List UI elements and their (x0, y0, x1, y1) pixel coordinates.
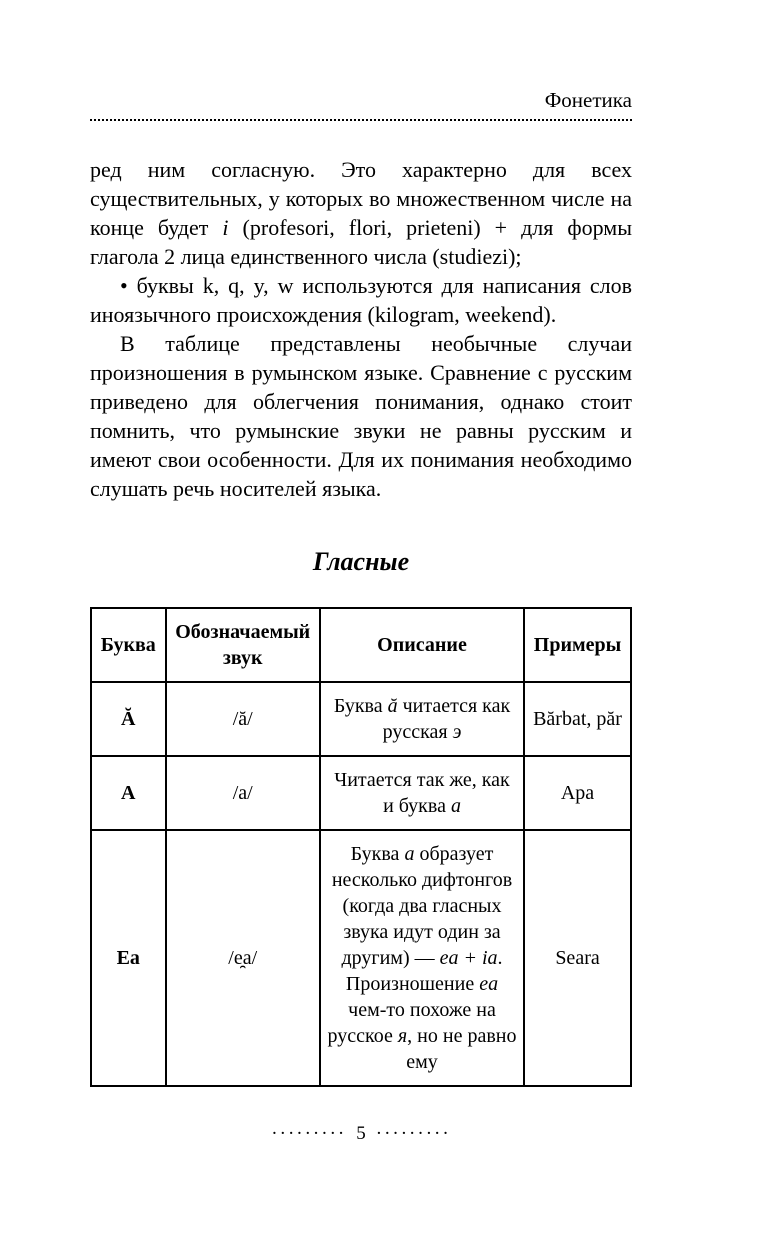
sound-cell: /a/ (166, 756, 320, 830)
column-header: Примеры (524, 608, 631, 682)
table-row (91, 756, 631, 830)
letter-cell: Ă (91, 682, 166, 756)
paragraph: ред ним согласную. Это характерно для всех существительных, у которых во множественном числе на конце будет i (profesori, flori, prieteni) + для формы глагола 2 лица единственного числа (studiezi); (90, 157, 632, 269)
footer-dots-left: ········· (271, 1123, 347, 1144)
running-header: Фонетика (544, 88, 632, 112)
footer-dots-right: ········· (375, 1123, 451, 1144)
page-footer (90, 1123, 632, 1145)
header-rule (90, 119, 632, 121)
paragraph: • буквы k, q, y, w используются для написания слов иноязычного происхождения (kilogram, weekend). (90, 273, 632, 327)
page-number: 5 (356, 1123, 366, 1144)
table-row (91, 682, 631, 756)
section-title: Гласные (312, 547, 410, 576)
column-header: Буква (91, 608, 166, 682)
column-header: Обозначаемый звук (166, 608, 320, 682)
description-cell: Буква a образует несколько дифтонгов (когда два гласных звука идут один за другим) — ea + ia. Произношение ea чем-то похоже на русское я, но не равно ему (320, 830, 524, 1086)
examples-cell: Seara (524, 830, 631, 1086)
sound-cell: /e̯a/ (166, 830, 320, 1086)
sound-cell: /ă/ (166, 682, 320, 756)
letter-cell: A (91, 756, 166, 830)
column-header: Описание (320, 608, 524, 682)
examples-cell: Bărbat, păr (524, 682, 631, 756)
description-cell: Читается так же, как и буква a (320, 756, 524, 830)
description-cell: Буква ă читается как русская э (320, 682, 524, 756)
paragraph: В таблице представлены необычные случаи произношения в румынском языке. Сравнение с русским приведено для облегчения понимания, однако стоит помнить, что румынские звуки не равны русским и имеют свои особенности. Для их понимания необходимо слушать речь носителей языка. (90, 331, 632, 501)
body-text (90, 155, 632, 503)
examples-cell: Apa (524, 756, 631, 830)
letter-cell: Ea (91, 830, 166, 1086)
table-header-row (91, 608, 631, 682)
table-row (91, 830, 631, 1086)
vowels-table (90, 607, 632, 1087)
